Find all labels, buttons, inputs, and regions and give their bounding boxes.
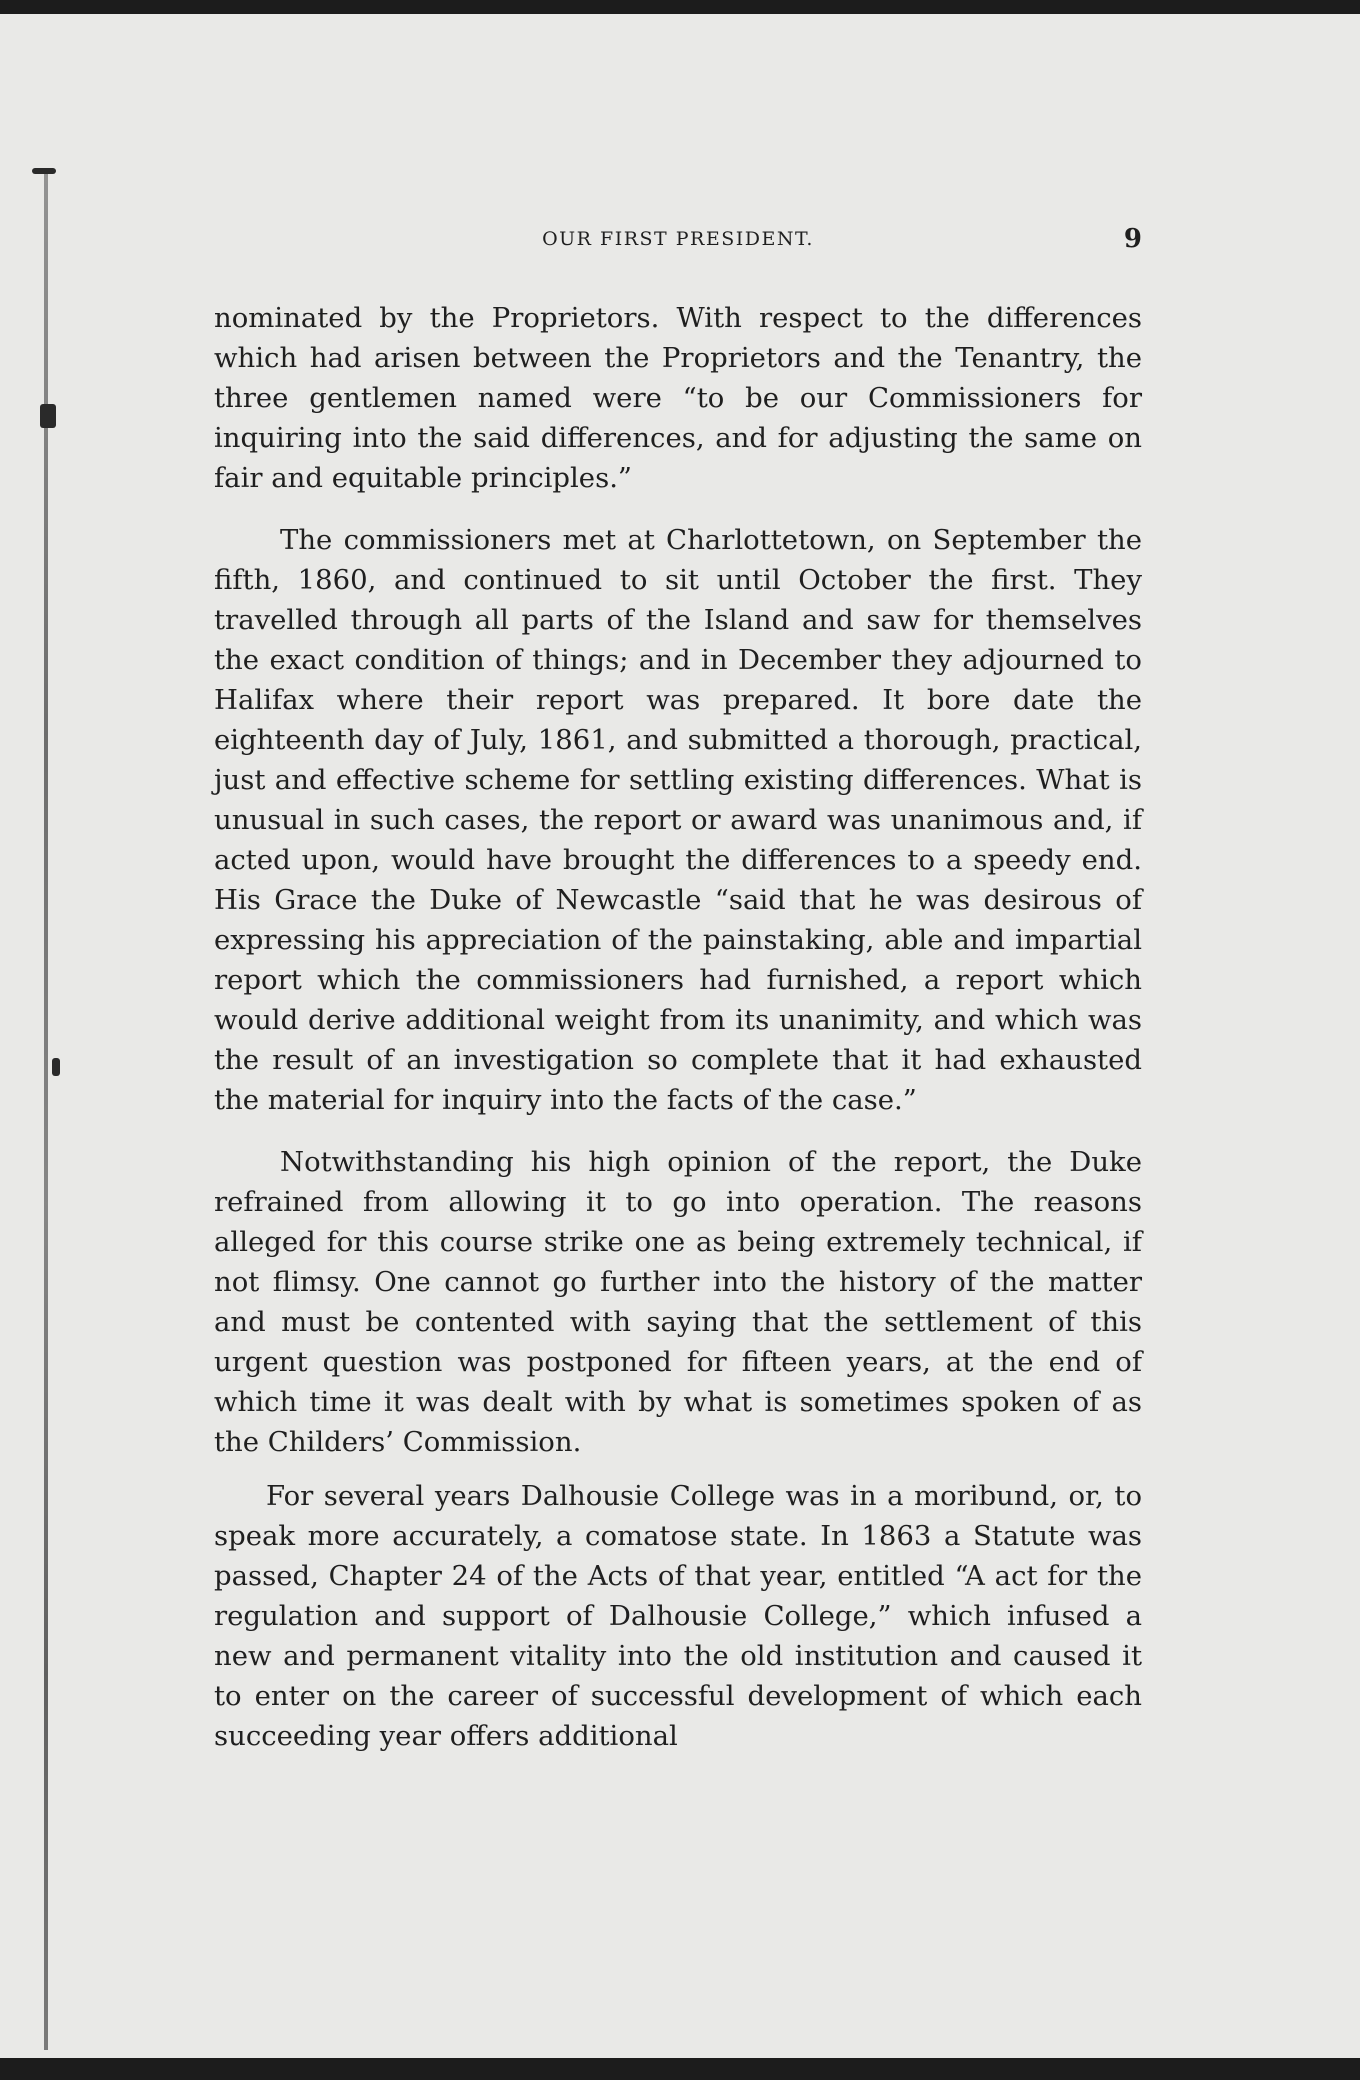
binding-mark [52,1058,60,1076]
binding-mark [40,404,56,428]
paragraph: nominated by the Proprietors. With respect to the differences which had arisen between the Proprietors and the Tenantry, the three gentlemen named were “to be our Commissioners for inquiring into the said differences, and for adjusting the same on fair and equitable principles.” [214,302,1142,494]
paragraph: Notwithstanding his high opinion of the report, the Duke refrained from allowing it to go into operation. The reasons alleged for this course strike one as being extremely technical, if not flimsy. One cannot go further into the history of the matter and must be contented with saying that the settlement of this urgent question was postponed for fifteen years, at the end of which time it was dealt with by what is sometimes spoken of as the Childers’ Commission. [214,1146,1142,1458]
scan-border-bottom [0,2058,1360,2080]
running-head [214,222,1142,262]
binding-edge [44,170,48,2050]
page-number: 9 [1123,224,1142,254]
running-title: OUR FIRST PRESIDENT. [542,228,814,250]
paragraph: The commissioners met at Charlottetown, on September the fifth, 1860, and continued to sit until October the first. They travelled through all parts of the Island and saw for themselves the exact condition of things; and in December they adjourned to Halifax where their report was prepared. It bore date the eighteenth day of July, 1861, and submitted a thorough, practical, just and effective scheme for settling existing differences. What is unusual in such cases, the report or award was unanimous and, if acted upon, would have brought the differences to a speedy end. His Grace the Duke of Newcastle “said that he was desirous of expressing his appreciation of the painstaking, able and impartial report which the commissioners had furnished, a report which would derive additional weight from its unanimity, and which was the result of an investigation so complete that it had exhausted the material for inquiry into the facts of the case.” [214,524,1142,1116]
scan-border-top [0,0,1360,14]
paragraph: For several years Dalhousie College was in a moribund, or, to speak more accurately, a comatose state. In 1863 a Statute was passed, Chapter 24 of the Acts of that year, entitled “A act for the regulation and support of Dalhousie College,” which infused a new and permanent vitality into the old institution and caused it to enter on the career of successful development of which each succeeding year offers additional [214,1480,1142,1752]
page-content [214,222,1142,1770]
binding-mark [32,168,56,174]
